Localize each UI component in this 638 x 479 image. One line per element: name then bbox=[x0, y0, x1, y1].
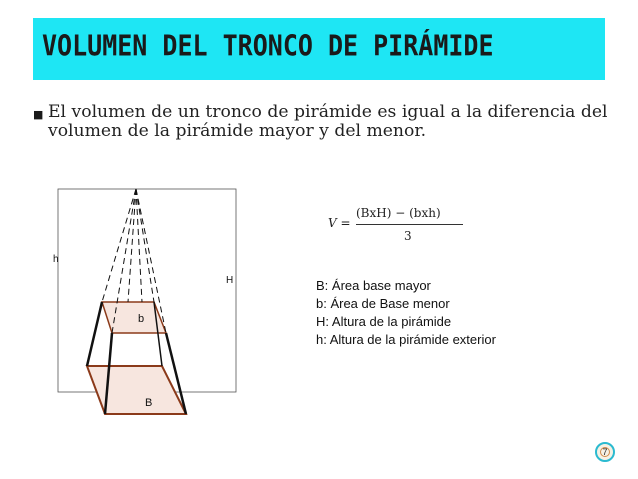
formula-denominator: 3 bbox=[404, 229, 412, 243]
base-large bbox=[87, 366, 186, 414]
label-b: b bbox=[138, 313, 145, 325]
body-text: El volumen de un tronco de pirámide es igual a la diferencia del volumen de la pirámide mayor y del menor. bbox=[48, 102, 608, 141]
slide-title: VOLUMEN DEL TRONCO DE PIRÁMIDE bbox=[42, 29, 494, 63]
apex-dash-5 bbox=[128, 189, 136, 302]
fraction-line bbox=[356, 224, 463, 225]
label-H: H bbox=[226, 275, 234, 286]
page-number: 7 bbox=[602, 447, 608, 457]
label-h: h bbox=[53, 254, 59, 265]
legend bbox=[316, 277, 496, 349]
formula-lhs: V = bbox=[328, 216, 351, 230]
bullet-icon: ■ bbox=[33, 108, 44, 121]
page-number-badge bbox=[595, 442, 615, 462]
outer-frame bbox=[58, 189, 236, 392]
apex-dash-1 bbox=[102, 189, 136, 302]
legend-item-H: H: Altura de la pirámide bbox=[316, 314, 452, 329]
apex-dash-3 bbox=[136, 189, 154, 302]
volume-formula bbox=[300, 200, 470, 246]
legend-item-b: b: Área de Base menor bbox=[316, 296, 450, 311]
label-B: B bbox=[145, 397, 153, 409]
legend-item-B: B: Área base mayor bbox=[316, 278, 431, 293]
frustum-edge-left bbox=[87, 302, 102, 366]
frustum-diagram bbox=[50, 186, 300, 426]
formula-numerator: (BxH) − (bxh) bbox=[356, 206, 441, 220]
legend-item-h: h: Altura de la pirámide exterior bbox=[316, 332, 496, 347]
apex-dash-6 bbox=[136, 189, 142, 302]
